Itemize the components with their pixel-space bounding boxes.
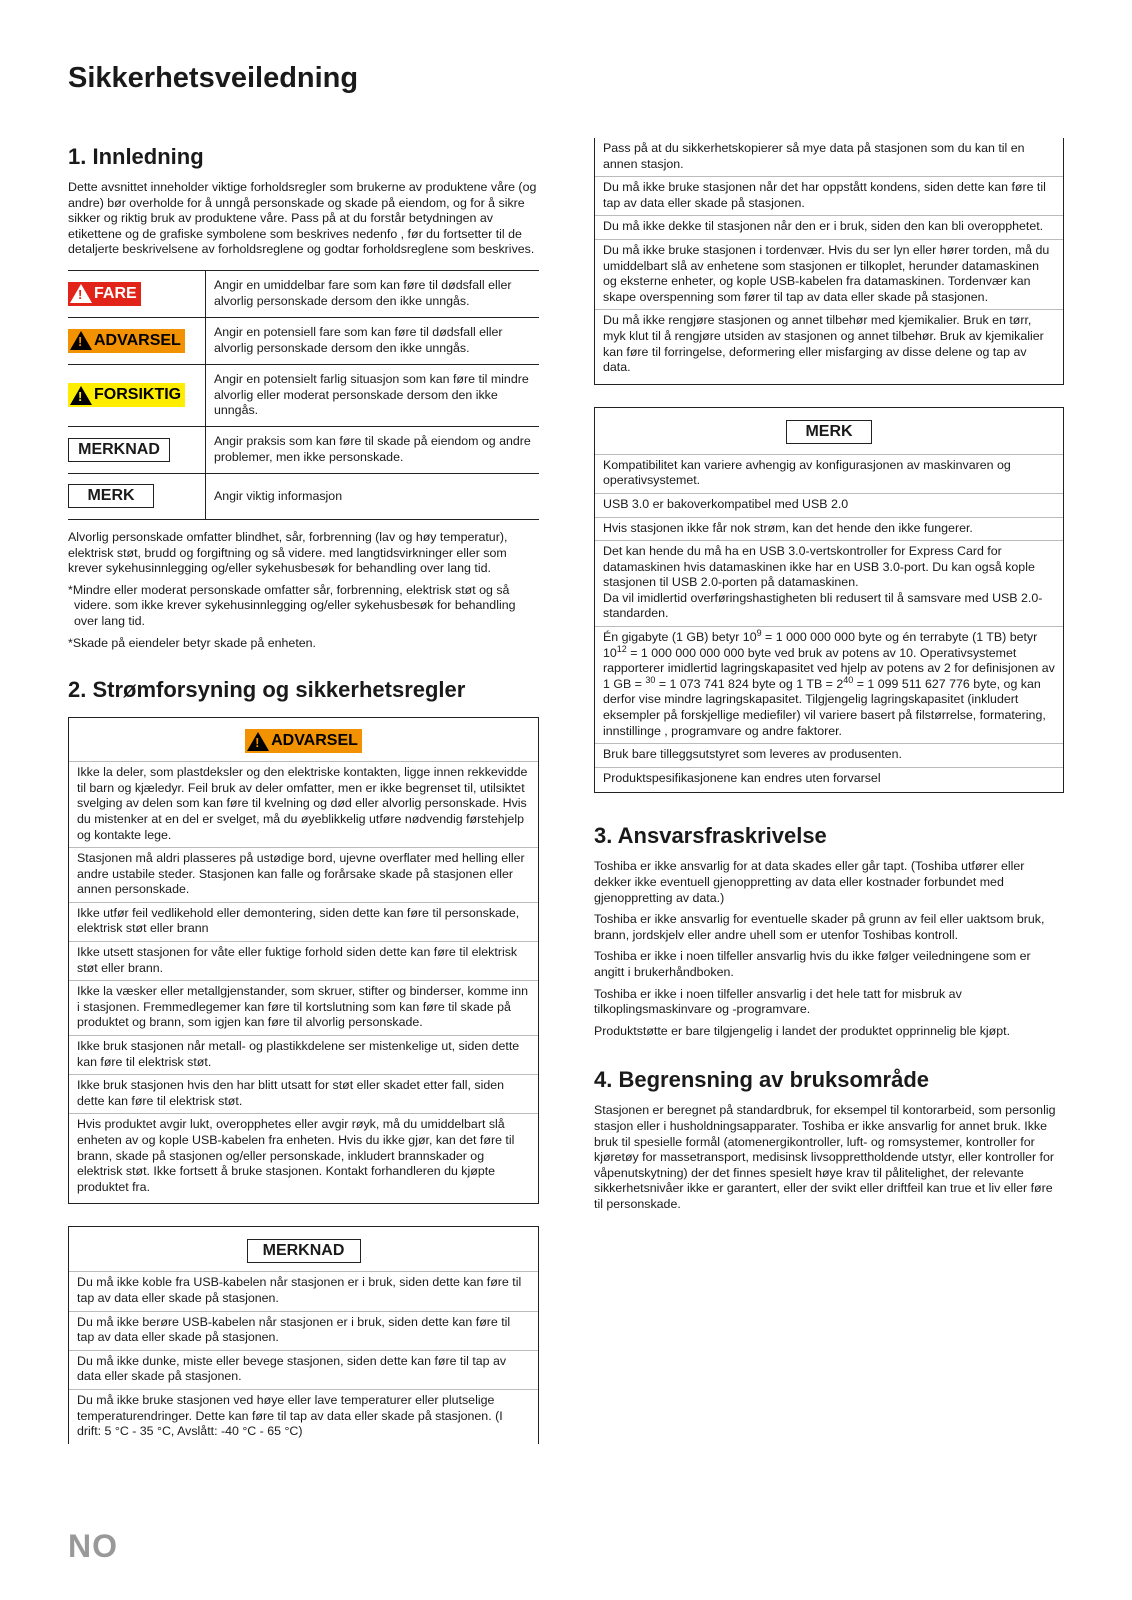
symbol-desc: Angir praksis som kan føre til skade på eiendom og andre problemer, men ikke personskade. — [214, 433, 531, 464]
symbol-desc: Angir en potensiell fare som kan føre til dødsfall eller alvorlig personskade dersom den ikke unngås. — [214, 324, 503, 355]
notice-item: Du må ikke dekke til stasjonen når den er i bruk, siden den kan bli overopphetet. — [595, 215, 1063, 239]
symbol-desc: Angir en umiddelbar fare som kan føre til dødsfall eller alvorlig personskade dersom den ikke unngås. — [214, 277, 512, 308]
symbol-desc: Angir en potensielt farlig situasjon som kan føre til mindre alvorlig eller moderat personskade dersom den ikke unngås. — [214, 371, 529, 418]
merk-label: MERK — [786, 420, 872, 444]
advarsel-label: ! ADVARSEL — [68, 329, 185, 353]
section-3-heading: 3. Ansvarsfraskrivelse — [594, 823, 827, 849]
forsiktig-label: ! FORSIKTIG — [68, 383, 185, 407]
notice-item: Du må ikke berøre USB-kabelen når stasjonen er i bruk, siden dette kan føre til tap av data eller skade på stasjonen. — [69, 1311, 538, 1350]
merk-item: Bruk bare tilleggsutstyret som leveres av produsenten. — [595, 743, 1063, 767]
advarsel-label: ! ADVARSEL — [245, 729, 362, 753]
note-minor-injury: *Mindre eller moderat personskade omfatter sår, forbrenning, elektrisk støt og så videre. som ikke krever sykehusinnlegging og/eller sykehusbesøk for behandling over lang tid. — [68, 582, 516, 628]
disclaimer-paragraph: Produktstøtte er bare tilgjengelig i landet der produktet opprinnelig ble kjøpt. — [594, 1023, 1011, 1038]
note-property-damage: *Skade på eiendeler betyr skade på enheten. — [68, 635, 316, 650]
usage-limit-paragraph: Stasjonen er beregnet på standardbruk, for eksempel til kontorarbeid, som personlig stasjon eller i husholdningsapparater. Toshiba er ikke ansvarlig for annet bruk. Ikke bruk til spesielle formål (atomenergikontroller, luft- og romsystemer, kontroller for kjøretøy for massetransport, medisinsk livsopprettholdende utstyr, eller kontroller for våpenutskytning) der det finnes spesielt høye krav til pålitelighet, der relevante sikkerhetsnivåer ikke er garantert, eller der svikt eller driftfeil kan true et liv eller føre til personskade. — [594, 1103, 1056, 1211]
merk-item: Kompatibilitet kan variere avhengig av konfigurasjonen av maskinvaren og operativsystemet. — [595, 454, 1063, 493]
language-code: NO — [68, 1528, 118, 1564]
symbol-row-merk — [68, 474, 539, 520]
merk-label: MERK — [68, 484, 154, 508]
symbol-row-advarsel — [68, 318, 539, 365]
notice-box — [68, 1226, 539, 1443]
intro-paragraph: Dette avsnittet inneholder viktige forholdsregler som brukerne av produktene våre (og andre) bør overholde for å unngå personskade og skade på eiendom, og for å sikre sikker og riktig bruk av produktene våre. Pass på at du forstår betydningen av etikettene og de grafiske symbolene som beskrives nedenfo , før du fortsetter til de detaljerte beskrivelsene av forholdsreglene og godtar forholdsreglene som beskrives. — [68, 180, 537, 257]
warning-item: Ikke utfør feil vedlikehold eller demontering, siden dette kan føre til personskade, elektrisk støt eller brann — [69, 902, 538, 941]
notice-item: Du må ikke bruke stasjonen når det har oppstått kondens, siden dette kan føre til tap av data eller skade på stasjonen. — [595, 176, 1063, 215]
warning-item: Ikke bruk stasjonen hvis den har blitt utsatt for støt eller skadet etter fall, siden dette kan føre til elektrisk støt. — [69, 1074, 538, 1113]
warning-triangle-icon — [247, 732, 269, 751]
merk-item: Det kan hende du må ha en USB 3.0-vertskontroller for Express Card for datamaskinen hvis datamaskinen ikke har en USB 3.0-port. Du kan også kople stasjonen til USB 2.0-porten på datamaskinen. Da vil imidlertid overføringshastigheten bli redusert til å samsvare med USB 2.0-standarden. — [595, 540, 1063, 626]
fare-label: ! FARE — [68, 282, 141, 306]
merk-item: Produktspesifikasjonene kan endres uten forvarsel — [595, 767, 1063, 793]
notice-item: Du må ikke dunke, miste eller bevege stasjonen, siden dette kan føre til tap av data eller skade på stasjonen. — [69, 1350, 538, 1389]
warning-item: Ikke la væsker eller metallgjenstander, som skruer, stifter og binderser, komme inn i stasjonen. Fremmedlegemer kan føre til kortslutning som kan føre til skade på produktet og brann, som igjen kan føre til alvorlig personskade. — [69, 980, 538, 1035]
section-1-heading: 1. Innledning — [68, 144, 204, 169]
symbol-row-merknad — [68, 427, 539, 474]
notice-item: Pass på at du sikkerhetskopierer så mye data på stasjonen som du kan til en annen stasjon. — [603, 141, 1025, 171]
symbol-table — [68, 270, 539, 520]
merk-box — [594, 407, 1064, 794]
left-column — [68, 144, 539, 1444]
section-4-heading: 4. Begrensning av bruksområde — [594, 1067, 929, 1093]
merk-item-capacity: Én gigabyte (1 GB) betyr $10^9 = 1$ 000 000 000 byte og én terrabyte (1 TB) betyr $10^{12} = 1$ 000 000 000 000 byte ved bruk av potens av 10. Operativsystemet rapporterer imidlertid lagringskapasitet ved hjelp av potens av 2 for definisjonen av 1 GB = $^{30}$ = 1 073 741 824 byte og 1 TB = $2^{40} = 1$ 099 511 627 776 byte, og kan derfor vise mindre lagringskapasitet. Tilgjengelig lagringskapasitet (inkludert eksempler på forskjellige mediefiler) vil variere basert på filstørrelse, formatering, innstillinge , programvare og andre faktorer. — [595, 626, 1063, 743]
merknad-label: MERKNAD — [247, 1239, 361, 1263]
right-column — [594, 138, 1064, 1213]
warning-triangle-icon — [70, 331, 92, 350]
merk-item: USB 3.0 er bakoverkompatibel med USB 2.0 — [595, 493, 1063, 517]
warning-item: Ikke bruk stasjonen når metall- og plastikkdelene ser mistenkelige ut, siden dette kan føre til elektrisk støt. — [69, 1035, 538, 1074]
notice-item: Du må ikke bruke stasjonen i tordenvær. Hvis du ser lyn eller hører torden, må du umiddelbart slå av enhetene som stasjonen er tilkoplet, herunder datamaskinen og eksterne enheter, og kople USB-kabelen fra datamaskinen. Tordenvær kan skape overspenning som fører til tap av data eller skade på stasjonen. — [595, 239, 1063, 309]
warning-item: Ikke utsett stasjonen for våte eller fuktige forhold siden dette kan føre til elektrisk støt eller brann. — [69, 941, 538, 980]
disclaimer-paragraph: Toshiba er ikke ansvarlig for at data skades eller går tapt. (Toshiba utfører eller dekker ikke eventuell gjenoppretting av data eller kostnader forbundet med gjenoppretting av data.) — [594, 859, 1025, 905]
page-title: Sikkerhetsveiledning — [68, 62, 359, 94]
warning-triangle-icon — [70, 386, 92, 405]
notice-item: Du må ikke rengjøre stasjonen og annet tilbehør med kjemikalier. Bruk en tørr, myk klut til å rengjøre utsiden av stasjonen og annet tilbehør. Bruk av kjemikalier kan føre til forringelse, deformering eller misfarging av disse delene og tap av data. — [595, 309, 1063, 383]
disclaimer-paragraph: Toshiba er ikke ansvarlig for eventuelle skader på grunn av feil eller uaktsom bruk, brann, jordskjelv eller andre uhell som er utenfor Toshibas kontroll. — [594, 912, 1045, 942]
warning-item: Ikke la deler, som plastdeksler og den elektriske kontakten, ligge innen rekkevidde til barn og kjæledyr. Feil bruk av deler omfatter, men er ikke begrenset til, utilsiktet svelging av delen som kan føre til kvelning og død eller alvorlig personskade. Hvis du mistenker at en del er svelget, må du øyeblikkelig utføre nødvendig førstehjelp og kontakte lege. — [69, 761, 538, 847]
merk-item: Hvis stasjonen ikke får nok strøm, kan det hende den ikke fungerer. — [595, 517, 1063, 541]
warning-item: Hvis produktet avgir lukt, overopphetes eller avgir røyk, må du umiddelbart slå enheten av og kople USB-kabelen fra enheten. Hvis du ikke gjør, kan det føre til brann, skade på stasjonen og/eller personskade, inkludert brannskader og elektrisk støt. Ikke fortsett å bruke stasjonen. Kontakt forhandleren du kjøpte produktet fra. — [69, 1113, 538, 1203]
warning-box — [68, 717, 539, 1204]
note-serious-injury: Alvorlig personskade omfatter blindhet, sår, forbrenning (lav og høy temperatur), elektrisk støt, brudd og forgiftning og så videre. med langtidsvirkninger eller som krever sykehusinnlegging og/eller sykehusbesøk for behandling over lang tid. — [68, 529, 508, 576]
notice-item: Du må ikke bruke stasjonen ved høye eller lave temperaturer eller plutselige temperaturendringer. Dette kan føre til tap av data eller skade på stasjonen. (I drift: 5 °C - 35 °C, Avslått: -40 °C - 65 °C) — [69, 1389, 538, 1444]
section-2-heading: 2. Strømforsyning og sikkerhetsregler — [68, 677, 466, 703]
notice-box-continued — [594, 138, 1064, 385]
warning-item: Stasjonen må aldri plasseres på ustødige bord, ujevne overflater med helling eller andre ustabile steder. Stasjonen kan falle og forårsake skade på stasjonen eller annen personskade. — [69, 847, 538, 902]
symbol-row-fare — [68, 271, 539, 318]
merknad-label: MERKNAD — [68, 438, 170, 462]
symbol-desc: Angir viktig informasjon — [214, 488, 343, 503]
disclaimer-paragraph: Toshiba er ikke i noen tilfeller ansvarlig hvis du ikke følger veiledningene som er angitt i brukerhåndboken. — [594, 949, 1031, 979]
notice-item: Du må ikke koble fra USB-kabelen når stasjonen er i bruk, siden dette kan føre til tap av data eller skade på stasjonen. — [69, 1271, 538, 1310]
disclaimer-paragraph: Toshiba er ikke i noen tilfeller ansvarlig i det hele tatt for misbruk av tilkoplingsmaskinvare og -programvare. — [594, 986, 962, 1017]
warning-triangle-icon — [70, 284, 92, 303]
symbol-row-forsiktig — [68, 365, 539, 427]
